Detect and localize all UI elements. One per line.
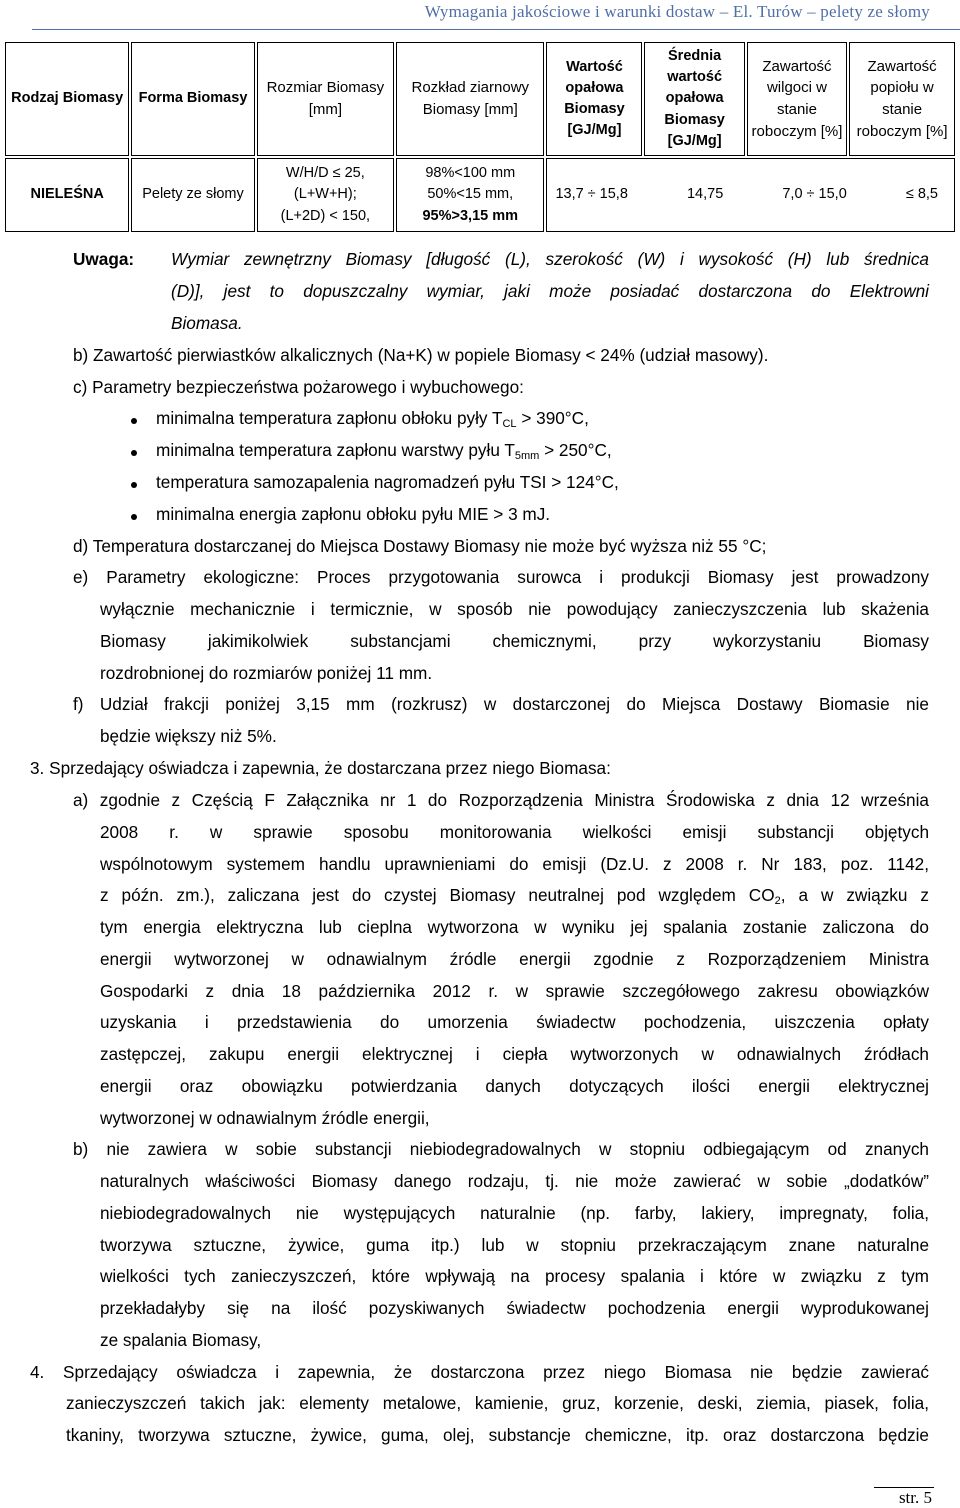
point3-a-line-2: 2008 r. w sprawie sposobu monitorowania wielkości emisji substancji objętych [100, 822, 929, 842]
point3-a-line-1: a) zgodnie z Częścią F Załącznika nr 1 do Rozporządzenia Ministra Środowiska z dnia 12 września [73, 790, 929, 810]
header-rozklad: Rozkład ziarnowy Biomasy [mm] [396, 42, 544, 156]
header-wartosc: Wartość opałowa Biomasy [GJ/Mg] [546, 42, 642, 156]
cell-wilgoc: 7,0 ÷ 15,0 [782, 186, 847, 203]
point4-line-1: 4. Sprzedający oświadcza i zapewnia, że dostarczona przez niego Biomasa nie będzie zawierać [30, 1362, 929, 1382]
note-c4: minimalna energia zapłonu obłoku pyłu MIE > 3 mJ. [156, 504, 551, 524]
note-f-line-1: f) Udział frakcji poniżej 3,15 mm (rozkrusz) w dostarczonej do Miejsca Dostawy Biomasie nie [73, 694, 929, 714]
header-popiol: Zawartość popiołu w stanie roboczym [%] [849, 42, 955, 156]
point3-b-line-5: wielkości tych zanieczyszczeń, które wpływają na procesy spalania i które w związku z tym [100, 1266, 929, 1286]
note-e-line-4: rozdrobnionej do rozmiarów poniżej 11 mm. [100, 663, 433, 683]
point3-a-line-11: wytworzonej w odnawialnym źródle energii, [100, 1108, 430, 1128]
table-header-row [5, 42, 955, 156]
header-divider [32, 29, 960, 30]
note-d: d) Temperatura dostarczanej do Miejsca Dostawy Biomasy nie może być wyższa niż 55 °C; [73, 536, 767, 556]
rozklad-line-1: 98%<100 mm [425, 165, 516, 182]
uwaga-line-3: Biomasa. [171, 313, 243, 333]
table-row [5, 158, 955, 232]
header-rozmiar: Rozmiar Biomasy [mm] [257, 42, 394, 156]
header-forma: Forma Biomasy [131, 42, 254, 156]
page-number: str. 5 [898, 1488, 932, 1507]
cell-rozmiar [257, 158, 394, 232]
cell-merged-values [546, 158, 955, 232]
note-c: c) Parametry bezpieczeństwa pożarowego i wybuchowego: [73, 377, 524, 397]
rozmiar-line-3: (L+2D) < 150, [280, 207, 371, 224]
cell-rodzaj: NIELEŚNA [5, 158, 129, 232]
header-title: Wymagania jakościowe i warunki dostaw – El. Turów – pelety ze słomy [424, 2, 930, 21]
point3-a-line-7: Gospodarki z dnia 18 października 2012 r. w sprawie szczegółowego zakresu obowiązków [100, 981, 929, 1001]
note-e-line-3: Biomasy jakimikolwiek substancjami chemicznymi, przy wykorzystaniu Biomasy [100, 631, 929, 651]
point3-a-line-6: energii wytworzonej w odnawialnym źródle energii zgodnie z Rozporządzeniem Ministra [100, 949, 929, 969]
point4-line-3: tkaniny, tworzywa sztuczne, żywice, guma, olej, substancje chemiczne, itp. oraz dostarczona będzie [66, 1425, 929, 1445]
note-e-line-1: e) Parametry ekologiczne: Proces przygotowania surowca i produkcji Biomasy jest prowadzony [73, 567, 929, 587]
rozklad-line-2: 50%<15 mm, [427, 186, 514, 203]
point4-line-2: zanieczyszczeń takich jak: elementy metalowe, kamienie, gruz, korzenie, deski, ziemia, piasek, folia, [66, 1393, 929, 1413]
uwaga-line-1: Wymiar zewnętrzny Biomasy [długość (L), szerokość (W) i wysokość (H) lub średnica [171, 249, 929, 269]
bullet-icon [131, 418, 137, 424]
point3-b-line-2: naturalnych właściwości Biomasy danego rodzaju, tj. nie może zawierać w sobie „dodatków” [100, 1171, 929, 1191]
point3-b-line-7: ze spalania Biomasy, [100, 1330, 262, 1350]
point3-a-line-4: z późn. zm.), zaliczana jest do czystej Biomasy neutralnej pod względem $CO_2$, a w związku z [100, 885, 930, 907]
rozmiar-line-2: (L+W+H); [293, 186, 357, 203]
point3-a-line-9: zastępczej, zakupu energii elektrycznej i ciepła wytworzonych w odnawialnych źródłach [100, 1044, 929, 1064]
point3-a-line-5: tym energia elektryczna lub cieplna wytworzona w wyniku jej spalania zostanie zaliczona do [100, 917, 929, 937]
note-c2: minimalna temperatura zapłonu warstwy pyłu $T_{5mm} > 250^\circ C$, [156, 440, 612, 462]
cell-srednia: 14,75 [686, 186, 724, 203]
point3-a-line-8: uzyskania i przedstawienia do umorzenia świadectw pochodzenia, uiszczenia opłaty [100, 1012, 929, 1032]
point3-b-line-6: przekładałyby się na ilość pozyskiwanych świadectw pochodzenia energii wyprodukowanej [100, 1298, 929, 1318]
bullet-icon [131, 514, 137, 520]
note-c1: minimalna temperatura zapłonu obłoku pyły $T_{CL} > 390^\circ C$, [156, 408, 589, 430]
cell-popiol: ≤ 8,5 [905, 186, 938, 203]
uwaga-line-2: (D)], jest to dopuszczalny wymiar, jaki może posiadać dostarczona do Elektrowni [171, 281, 929, 301]
point3-b-line-3: niebiodegradowalnych nie występujących naturalnie (np. farby, lakiery, impregnaty, folia, [100, 1203, 929, 1223]
point3-a-line-10: energii oraz obowiązku potwierdzania danych dotyczących ilości energii elektrycznej [100, 1076, 929, 1096]
header-rodzaj: Rodzaj Biomasy [5, 42, 129, 156]
cell-forma: Pelety ze słomy [131, 158, 254, 232]
point3-b-line-1: b) nie zawiera w sobie substancji niebiodegradowalnych w stopniu odbiegającym od znanych [73, 1139, 929, 1159]
bullet-icon [131, 450, 137, 456]
note-e-line-2: wyłącznie mechanicznie i termicznie, w sposób nie powodujący zanieczyszczenia lub skażenia [100, 599, 929, 619]
point3-b-line-4: tworzywa sztuczne, żywice, guma itp.) lub w stopniu przekraczającym znane naturalne [100, 1235, 929, 1255]
rozklad-line-3: 95%>3,15 mm [422, 207, 519, 224]
point3-a-line-3: wspólnotowym systemem handlu uprawnieniami do emisji (Dz.U. z 2008 r. Nr 183, poz. 1142, [100, 854, 929, 874]
header-srednia: Średnia wartość opałowa Biomasy [GJ/Mg] [644, 42, 744, 156]
note-c3: temperatura samozapalenia nagromadzeń pyłu TSI > 124°C, [156, 472, 619, 492]
point3-intro: 3. Sprzedający oświadcza i zapewnia, że dostarczana przez niego Biomasa: [30, 758, 611, 778]
note-f-line-2: będzie większy niż 5%. [100, 726, 277, 746]
bullet-icon [131, 482, 137, 488]
header-wilgoc: Zawartość wilgoci w stanie roboczym [%] [747, 42, 847, 156]
cell-wartosc: 13,7 ÷ 15,8 [555, 186, 628, 203]
uwaga-label: Uwaga: [73, 249, 135, 269]
cell-rozklad [396, 158, 544, 232]
biomass-spec-table [3, 40, 957, 234]
note-b: b) Zawartość pierwiastków alkalicznych (Na+K) w popiele Biomasy < 24% (udział masowy). [73, 345, 769, 365]
rozmiar-line-1: W/H/D ≤ 25, [285, 165, 365, 182]
